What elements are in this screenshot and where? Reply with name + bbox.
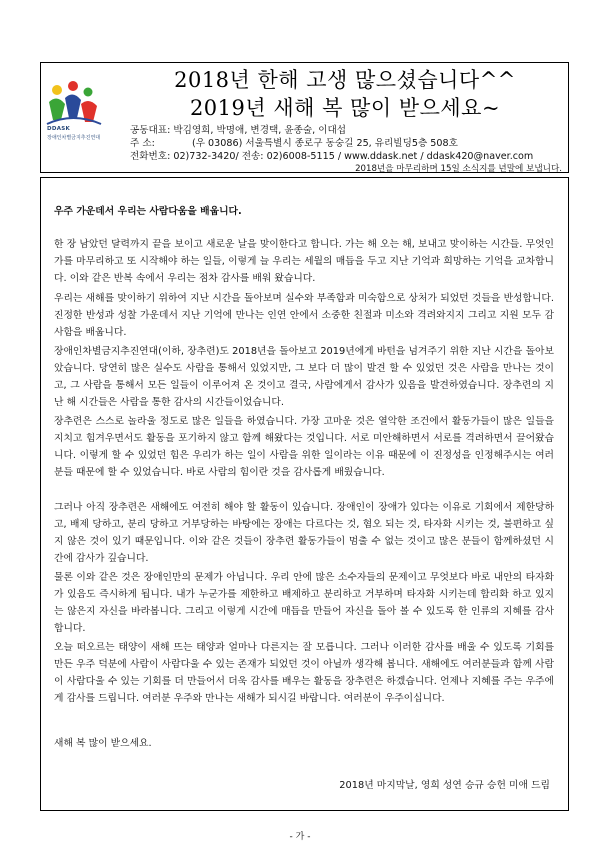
letter-paragraph: 물론 이와 같은 것은 장애인만의 문제가 아닙니다. 우리 안에 많은 소수자들의 문제이고 무엇보다 바로 내안의 타자화가 있음도 즉시하게 됩니다. 내가 누군가를 제한하고 배제하고 분리하고 거부하며 타자화 시키는데 합리화 하고 있지는 않은지 자신을 바라봅니다. 그리고 이렇게 시간에 매듭을 만들어 자신을 돌아 볼 수 있도록 한 인류의 지혜를 감사합니다. <box>54 572 554 634</box>
letter-closing: 새해 복 많이 받으세요. <box>54 738 152 749</box>
letter-paragraph: 장추련은 스스로 놀라울 정도로 많은 일들을 하였습니다. 가장 고마운 것은 열악한 조건에서 활동가들이 많은 일들을 지치고 힘겨우면서도 활동을 포기하지 않고 함께 해왔다는 것입니다. 서로 미안해하면서 서로를 격려하면서 끌어왔습니다. 이렇게 할 수 있었던 힘은 우리가 하는 일이 사람을 위한 일이라는 이유 때문에 이 진정성을 인정해주시는 여러분들 때문에 할 수 있었습니다. 바로 사람의 힘이란 것을 감사롭게 배웠습니다. <box>54 416 554 478</box>
title-line-2: 2019년 새해 복 많이 받으세요~ <box>189 96 501 120</box>
ddask-logo <box>43 80 123 152</box>
contact-address-label: 주 소: <box>130 138 155 149</box>
letter-paragraph: 우리는 새해를 맞이하기 위하여 지난 시간을 돌아보며 실수와 부족함과 미숙함으로 상처가 되었던 것들을 반성합니다. 진정한 반성과 성찰 가운데서 지난 기억에 만나는 인연 안에서 소중한 친절과 미소와 격려와지지 그리고 지원 모두 감사함을 배웁니다. <box>54 293 554 338</box>
letter-paragraph: 장애인차별금지추진연대(이하, 장추련)도 2018년을 돌아보고 2019년에게 바턴을 넘겨주기 위한 지난 시간을 돌아보았습니다. 당연히 많은 실수도 사람을 통해서 있었지만, 그 보다 더 많이 발견 할 수 있었던 것은 사람을 만나는 것이고, 그 사람을 통해서 모든 일들이 이루어져 온 것이고 결국, 사람에게서 감사가 있음을 발견하였습니다. 장추련의 지난 해 시간들은 사람을 통한 감사의 시간들이었습니다. <box>54 346 554 408</box>
page-number: - 가 - <box>289 832 311 842</box>
contact-address: (우 03086) 서울특별시 종로구 동숭길 25, 유리빌딩5층 508호 <box>192 138 458 149</box>
contact-phone: 전화번호: 02)732-3420/ 전송: 02)6008-5115 / www.ddask.net / ddask420@naver.com <box>130 151 534 162</box>
title-line-1: 2018년 한해 고생 많으셨습니다^^ <box>174 68 516 92</box>
letter-paragraph: 그러나 아직 장추련은 새해에도 여전히 해야 할 활동이 있습니다. 장애인이 장애가 있다는 이유로 기회에서 제한당하고, 배제 당하고, 분리 당하고 거부당하는 바탕에는 장애는 다르다는 것, 혐오 되는 것, 타자화 시키는 것, 불편하고 싶지 않은 것이 있기 때문입니다. 이와 같은 것들이 장추련 활동가들이 멈출 수 없는 것이고 많은 분들이 함께하셨던 시간에 감사가 깊습니다. <box>54 502 554 564</box>
logo-text-ko: 장애인차별금지추진연대 <box>47 135 101 141</box>
logo-figures-icon <box>43 80 103 126</box>
letter-paragraph: 한 장 남았던 달력까지 끝을 보이고 새로운 날을 맞이한다고 합니다. 가는 해 오는 해, 보내고 맞이하는 시간들. 무엇인가를 마무리하고 또 시작해야 하는 일들, 이렇게 늘 우리는 세월의 매듭을 두고 지난 기억과 희망하는 기억을 교차합니다. 이와 같은 반복 속에서 우리는 점차 감사를 배워 왔습니다. <box>54 239 554 284</box>
letter-signature: 2018년 마지막날, 영희 성연 승규 승헌 미애 드림 <box>339 780 550 791</box>
newsletter-notice: 2018년을 마무리하며 15일 소식지를 년말에 보냅니다. <box>355 164 562 174</box>
letter-paragraph: 오늘 떠오르는 태양이 새해 뜨는 태양과 얼마나 다른지는 잘 모릅니다. 그러나 이러한 감사를 배울 수 있도록 기회를 만든 우주 덕분에 사람이 사람다울 수 있는 존재가 되었던 것이 아닐까 생각해 봅니다. 새해에도 여러분들과 함께 사람이 사람다울 수 있는 기회를 더 만들어서 더욱 감사를 배우는 활동을 장추련은 하겠습니다. 언제나 지혜를 주는 우주에게 감사를 드립니다. 여러분 우주와 만나는 새해가 되시길 바랍니다. 여러분이 우주이십니다. <box>54 642 554 704</box>
contact-representatives: 공동대표: 박김영희, 박명애, 변경택, 윤종술, 이대섭 <box>130 125 347 136</box>
letter-heading: 우주 가운데서 우리는 사람다움을 배웁니다. <box>54 206 242 217</box>
logo-text-en: DDASK <box>47 126 71 132</box>
